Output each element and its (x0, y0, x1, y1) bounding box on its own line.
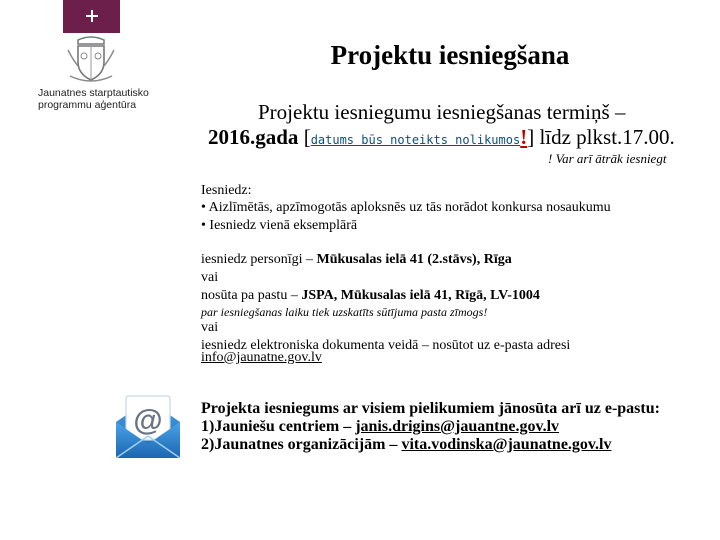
org-name-line2: programmu aģentūra (38, 99, 137, 111)
deadline-line1: Projektu iesniegumu iesniegšanas termiņš – (258, 100, 626, 124)
electronic-delivery: iesniedz elektroniska dokumenta veidā – nosūtot uz e-pasta adresi (201, 338, 571, 353)
info-email-text[interactable]: info@jaunatne.gov.lv (201, 350, 322, 365)
post-delivery (201, 288, 540, 304)
svg-text:@: @ (133, 404, 163, 437)
plus-icon-box (63, 0, 120, 33)
youth-centres-email-link[interactable]: janis.drigins@jauantne.gov.lv (355, 418, 560, 435)
submit-bullet-envelopes: • Aizlīmētās, apzīmogotās aploksnēs uz tās norādot konkursa nosaukumu (201, 200, 611, 215)
deadline-exclamation: ! (520, 125, 528, 149)
deadline-line2 (208, 125, 675, 150)
or-separator-2: vai (201, 320, 219, 335)
youth-orgs-email-link[interactable]: vita.vodinska@jaunatne.gov.lv (401, 436, 612, 453)
submit-bullet-copies: • Iesniedz vienā eksemplārā (201, 218, 358, 233)
early-submission-note: ! Var arī ātrāk iesniegt (548, 151, 667, 166)
or-separator-1: vai (201, 270, 219, 285)
submit-heading: Iesniedz: (201, 183, 252, 198)
coat-of-arms-icon (64, 36, 118, 84)
email-envelope-icon (108, 388, 188, 468)
postmark-note: par iesniegšanas laiku tiek uzskatīts sūtījuma pasta zīmogs! (201, 305, 488, 319)
deadline-year: 2016.gada (208, 125, 299, 149)
personal-delivery-prefix: iesniedz personīgi – (201, 252, 317, 267)
info-email-link[interactable] (201, 350, 322, 366)
organization-logo (38, 36, 150, 111)
final-line2 (201, 418, 660, 436)
deadline-open-bracket: [ (298, 125, 311, 149)
plus-icon-vertical (91, 10, 93, 22)
org-name-line1: Jaunatnes starptautisko (38, 87, 149, 99)
final-instructions (201, 400, 660, 454)
youth-orgs-prefix: 2)Jaunatnes organizācijām – (201, 436, 402, 453)
final-line1: Projekta iesniegums ar visiem pielikumiem jānosūta arī uz e-pastu: (201, 400, 660, 417)
personal-delivery-address: Mūkusalas ielā 41 (2.stāvs), Rīga (316, 252, 512, 267)
final-line3 (201, 436, 660, 454)
post-delivery-address: JSPA, Mūkusalas ielā 41, Rīgā, LV-1004 (301, 288, 540, 303)
deadline-tbd-note: datums būs noteikts nolikumos (310, 133, 521, 147)
deadline-time: ] līdz plkst.17.00. (527, 125, 675, 149)
youth-centres-prefix: 1)Jauniešu centriem – (201, 418, 356, 435)
post-delivery-prefix: nosūta pa pastu – (201, 288, 302, 303)
page-title: Projektu iesniegšana (330, 40, 570, 70)
personal-delivery (201, 252, 512, 268)
